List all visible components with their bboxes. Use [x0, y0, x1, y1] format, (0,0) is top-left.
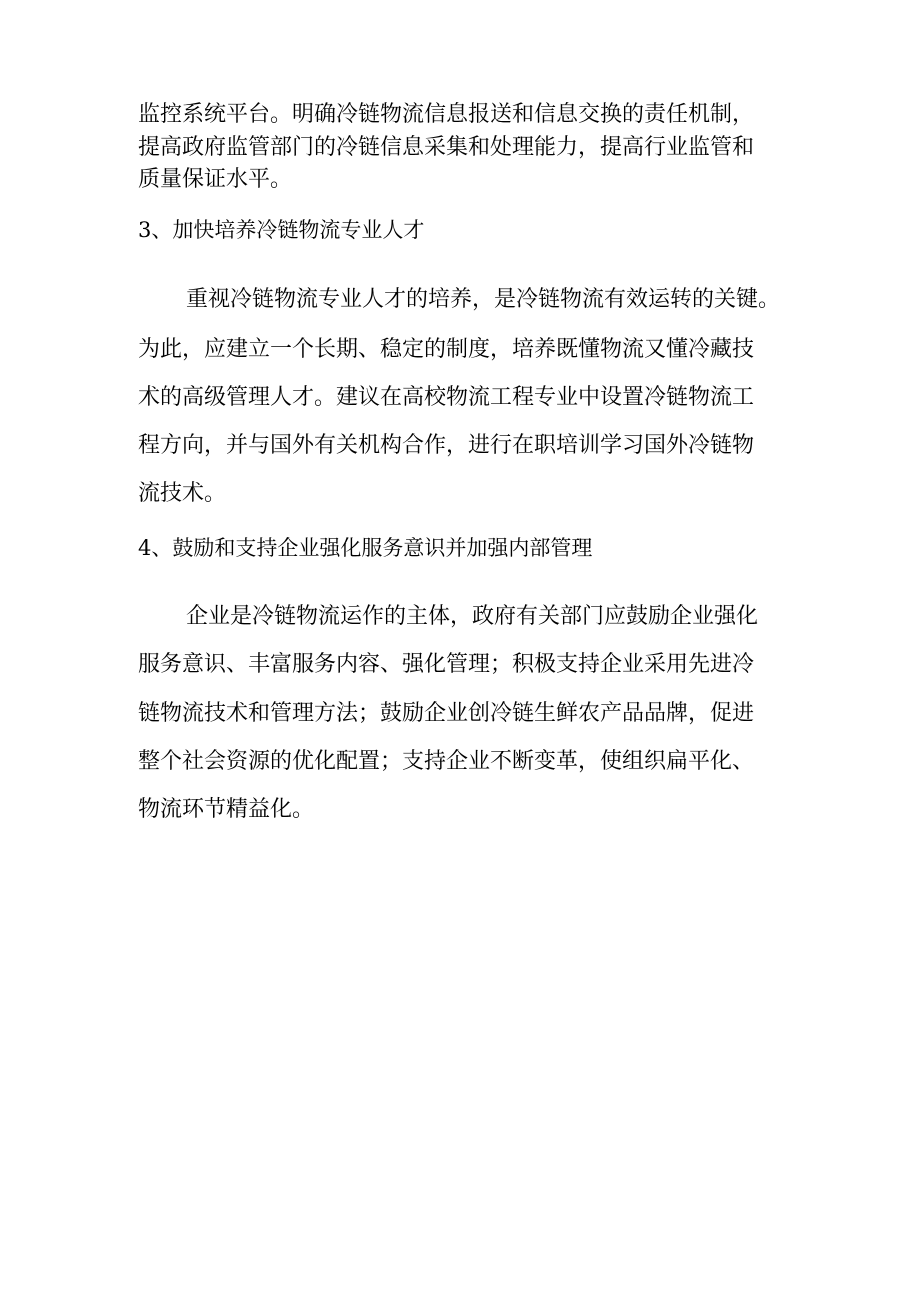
section-heading-3: 3、加快培养冷链物流专业人才: [138, 218, 425, 242]
paragraph-1-line-1: 监控系统平台。明确冷链物流信息报送和信息交换的责任机制，: [138, 102, 755, 127]
paragraph-2-line-2: 为此，应建立一个长期、稳定的制度，培养既懂物流又懂冷藏技: [138, 337, 755, 362]
paragraph-2-line-3: 术的高级管理人才。建议在高校物流工程专业中设置冷链物流工: [138, 385, 755, 410]
paragraph-3-line-2: 服务意识、丰富服务内容、强化管理；积极支持企业采用先进冷: [138, 652, 755, 677]
section-heading-4: 4、鼓励和支持企业强化服务意识并加强内部管理: [138, 536, 593, 560]
paragraph-3-line-5: 物流环节精益化。: [138, 797, 315, 822]
paragraph-3-line-4: 整个社会资源的优化配置；支持企业不断变革，使组织扁平化、: [138, 749, 755, 774]
paragraph-3-line-1: 企业是冷链物流运作的主体，政府有关部门应鼓励企业强化: [186, 604, 759, 629]
paragraph-2-line-4: 程方向，并与国外有关机构合作，进行在职培训学习国外冷链物: [138, 433, 755, 458]
paragraph-3-line-3: 链物流技术和管理方法；鼓励企业创冷链生鲜农产品品牌，促进: [138, 701, 755, 726]
paragraph-1-line-3: 质量保证水平。: [138, 167, 293, 192]
paragraph-2-line-1: 重视冷链物流专业人才的培养，是冷链物流有效运转的关键。: [186, 287, 781, 312]
paragraph-1-line-2: 提高政府监管部门的冷链信息采集和处理能力，提高行业监管和: [138, 135, 755, 160]
paragraph-2-line-5: 流技术。: [138, 481, 227, 506]
